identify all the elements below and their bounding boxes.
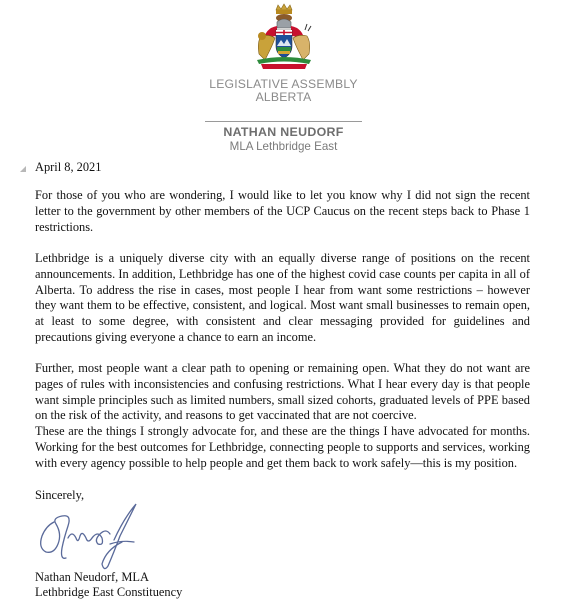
letter-closing: Sincerely, xyxy=(35,488,85,502)
letter-paragraph-2: Lethbridge is a uniquely diverse city with an equally diverse range of positions on the recent announcements. In addition, Lethbridge has one of the highest covid case counts per capita in all of Alberta. To address the rise in cases, most people I hear from want some restrictions – however they want them to be effective, consistent, and logical. Most want small businesses to remain open, at least to some degree, with consistent and clear messaging provided for guidelines and precautions giving everyone a chance to earn an income. xyxy=(35,251,530,344)
organization-name-line1: LEGISLATIVE ASSEMBLY xyxy=(209,77,358,91)
organization-name-line2: ALBERTA xyxy=(255,90,312,104)
member-name: NATHAN NEUDORF xyxy=(223,125,344,139)
handwritten-signature-icon xyxy=(32,500,144,576)
signer-name: Nathan Neudorf, MLA xyxy=(35,570,149,584)
alberta-coat-of-arms-icon xyxy=(247,2,321,72)
letter-paragraph-4: These are the things I strongly advocate for, and these are the things I have advocated for months. Working for the best outcomes for Lethbridge, connecting people to supports and services, working with every agency possible to help people and get them back to work safely—this is my position. xyxy=(35,424,530,470)
letterhead-divider xyxy=(205,121,362,122)
letter-date: April 8, 2021 xyxy=(35,160,102,174)
member-title: MLA Lethbridge East xyxy=(229,140,338,153)
text-cursor-marker-icon xyxy=(20,166,26,172)
letter-paragraph-3: Further, most people want a clear path to opening or remaining open. What they do not want are pages of rules with inconsistencies and confusing restrictions. What I hear every day is that people want simple principles such as limited numbers, small sized cohorts, graduated levels of PPE based on the risk of the activity, and reasons to get vaccinated that are not coercive. xyxy=(35,361,530,423)
letter-paragraph-1: For those of you who are wondering, I would like to let you know why I did not sign the recent letter to the government by other members of the UCP Caucus on the recent steps back to Phase 1 restrictions. xyxy=(35,188,530,234)
signer-constituency: Lethbridge East Constituency xyxy=(35,585,183,599)
